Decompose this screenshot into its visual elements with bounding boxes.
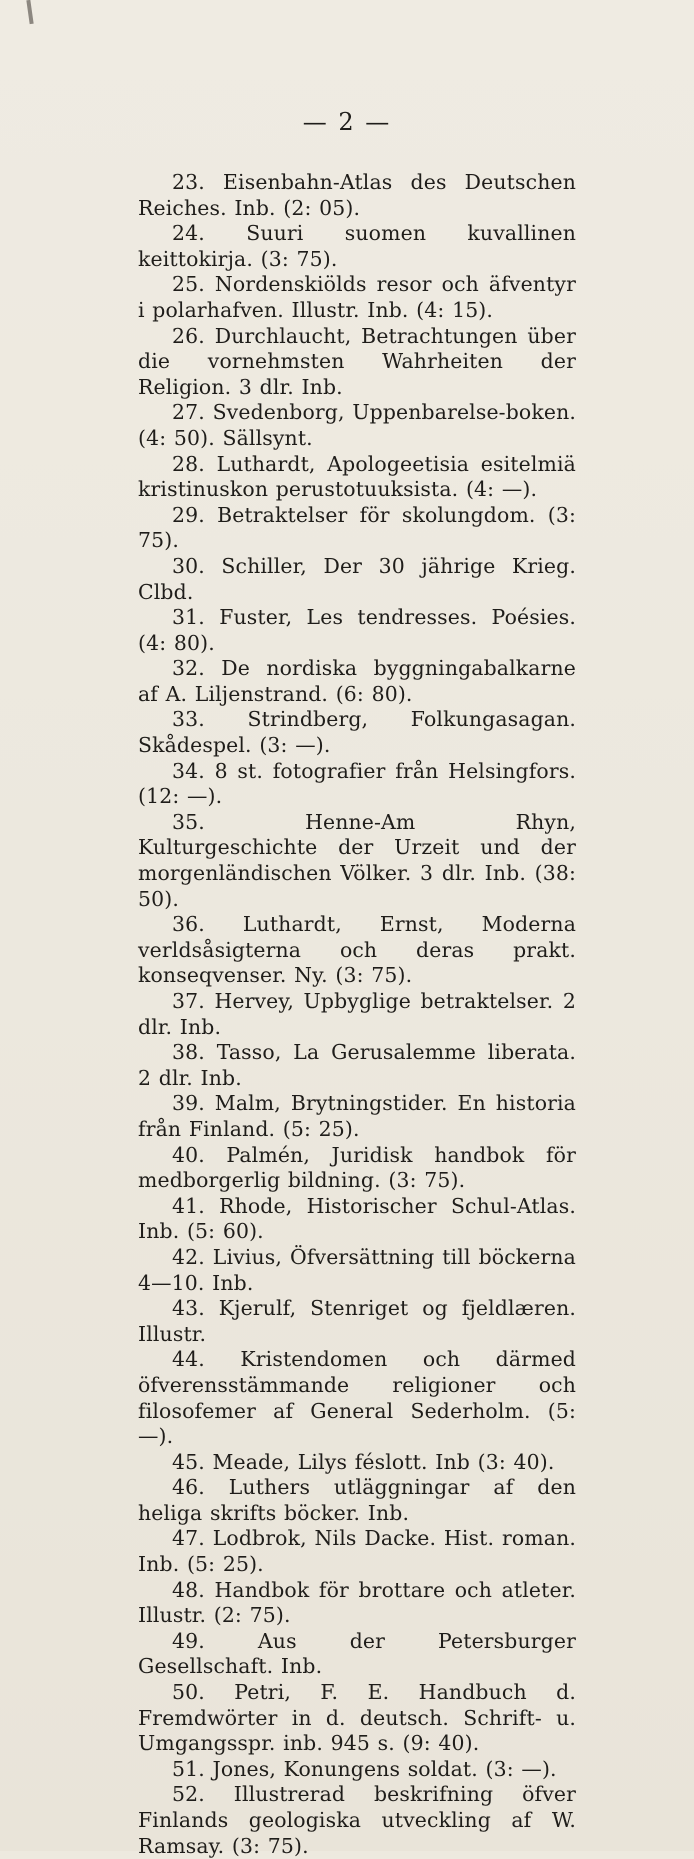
catalog-list (138, 170, 576, 1859)
catalog-entry-39: 39. Malm, Brytningstider. En historia från Finland. (5: 25). (138, 1091, 576, 1141)
catalog-entry-37: 37. Hervey, Upbyglige betraktelser. 2 dlr. Inb. (138, 989, 576, 1039)
catalog-entry-27: 27. Svedenborg, Uppenbarelse-boken. (4: 50). Sällsynt. (138, 400, 576, 450)
catalog-entry-40: 40. Palmén, Juridisk handbok för medborgerlig bildning. (3: 75). (138, 1142, 576, 1193)
catalog-entry-28: 28. Luthardt, Apologeetisia esitelmiä kristinuskon perustotuuksista. (4: —). (138, 451, 576, 502)
catalog-entry-30: 30. Schiller, Der 30 jährige Krieg. Clbd. (138, 553, 576, 604)
catalog-entry-26: 26. Durchlaucht, Betrachtungen über die vornehmsten Wahrheiten der Religion. 3 dlr. Inb. (138, 323, 576, 399)
page-number: — 2 — (302, 108, 392, 136)
catalog-entry-42: 42. Livius, Öfversättning till böckerna 4—10. Inb. (138, 1244, 576, 1295)
catalog-entry-24: 24. Suuri suomen kuvallinen keittokirja. (3: 75). (138, 221, 576, 271)
catalog-entry-31: 31. Fuster, Les tendresses. Poésies. (4: 80). (138, 605, 576, 655)
catalog-entry-34: 34. 8 st. fotografier från Helsingfors. (12: —). (138, 758, 576, 809)
corner-pencil-mark (26, 0, 33, 24)
catalog-entry-44: 44. Kristendomen och därmed öfverensstämmande religioner och filosofemer af General Sederholm. (5: —). (138, 1347, 576, 1449)
catalog-entry-23: 23. Eisenbahn-Atlas des Deutschen Reiches. Inb. (2: 05). (138, 170, 576, 220)
catalog-entry-47: 47. Lodbrok, Nils Dacke. Hist. roman. Inb. (5: 25). (138, 1526, 576, 1577)
catalog-entry-49: 49. Aus der Petersburger Gesellschaft. Inb. (138, 1628, 576, 1679)
catalog-entry-35: 35. Henne-Am Rhyn, Kulturgeschichte der Urzeit und der morgenländischen Völker. 3 dlr. Inb. (38: 50). (138, 809, 576, 911)
catalog-entry-33: 33. Strindberg, Folkungasagan. Skådespel. (3: —). (138, 707, 576, 758)
catalog-entry-29: 29. Betraktelser för skolungdom. (3: 75). (138, 502, 576, 553)
catalog-entry-43: 43. Kjerulf, Stenriget og fjeldlæren. Illustr. (138, 1296, 576, 1346)
catalog-entry-38: 38. Tasso, La Gerusalemme liberata. 2 dlr. Inb. (138, 1040, 576, 1090)
catalog-entry-51: 51. Jones, Konungens soldat. (3: —). (172, 1756, 557, 1781)
catalog-entry-48: 48. Handbok för brottare och atleter. Illustr. (2: 75). (138, 1577, 576, 1628)
catalog-entry-36: 36. Luthardt, Ernst, Moderna verldsåsigterna och deras prakt. konseqvenser. Ny. (3: 75). (138, 912, 576, 988)
catalog-entry-32: 32. De nordiska byggningabalkarne af A. Liljenstrand. (6: 80). (138, 656, 576, 706)
catalog-entry-52: 52. Illustrerad beskrifning öfver Finlands geologiska utveckling af W. Ramsay. (3: 75). (138, 1782, 576, 1858)
catalog-entry-41: 41. Rhode, Historischer Schul-Atlas. Inb. (5: 60). (138, 1193, 576, 1244)
catalog-entry-45: 45. Meade, Lilys féslott. Inb (3: 40). (172, 1449, 555, 1474)
catalog-entry-46: 46. Luthers utläggningar af den heliga skrifts böcker. Inb. (138, 1475, 576, 1525)
catalog-entry-25: 25. Nordenskiölds resor och äfventyr i polarhafven. Illustr. Inb. (4: 15). (138, 272, 576, 322)
catalog-entry-50: 50. Petri, F. E. Handbuch d. Fremdwörter in d. deutsch. Schrift- u. Umgangsspr. inb. 945 s. (9: 40). (138, 1680, 576, 1756)
